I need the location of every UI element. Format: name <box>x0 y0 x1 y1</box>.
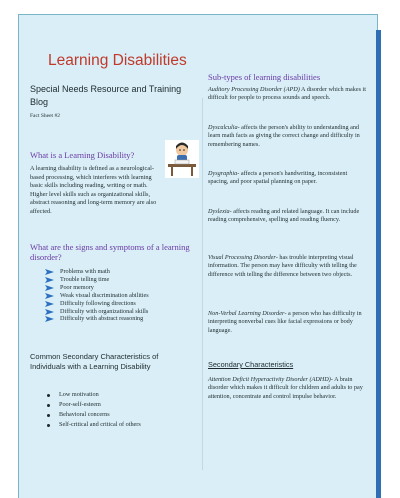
list-item: Problems with math <box>45 268 205 276</box>
subtype-apd <box>208 86 368 103</box>
subtype-dysgraphia <box>208 170 368 187</box>
signs-list <box>45 268 205 323</box>
subtype-visual-processing <box>208 254 368 279</box>
subtypes-heading: Sub-types of learning disabilities <box>208 72 321 82</box>
subtype-term: Visual Processing Disorder <box>208 254 276 261</box>
fact-sheet-number: Fact Sheet #2 <box>30 113 60 119</box>
common-heading: Common Secondary Characteristics of Individuals with a Learning Disability <box>30 352 159 371</box>
subtype-non-verbal <box>208 310 368 335</box>
list-item: Difficulty with organizational skills <box>45 308 205 316</box>
common-list <box>45 390 205 430</box>
list-item: Self-critical and critical of others <box>45 420 205 430</box>
subtype-term: Dyscalculia <box>208 124 238 131</box>
bullet-dot-icon <box>47 394 50 397</box>
page-title: Learning Disabilities <box>48 52 187 69</box>
subtype-desc: - has trouble interpreting visual information. The person may have difficulty with telling the difference with telling the difference between two objects. <box>208 254 357 278</box>
list-item: Difficulty following directions <box>45 300 205 308</box>
secondary-heading: Secondary Characteristics <box>208 360 294 369</box>
blog-name: Special Needs Resource and Training Blog <box>30 84 182 107</box>
list-item: Trouble telling time <box>45 276 205 284</box>
student-at-desk-icon <box>165 140 199 178</box>
list-item: Weak visual discrimination abilities <box>45 292 205 300</box>
list-item: Behavioral concerns <box>45 410 205 420</box>
list-item: Low motivation <box>45 390 205 400</box>
signs-heading: What are the signs and symptoms of a learning disorder? <box>30 242 190 262</box>
bullet-dot-icon <box>47 414 50 417</box>
subtype-desc: - affects the person's ability to understanding and learn math facts as giving the correct change and difficulty in remembering names. <box>208 124 360 148</box>
subtype-desc: - a person who has difficulty in interpreting nonverbal cues like facial expressions or body language. <box>208 310 362 334</box>
subtype-term: Dysgraphia <box>208 170 238 177</box>
secondary-desc: - A brain disorder which makes it difficult for children and adults to pay attention, concentrate and control impulse behavior. <box>208 376 363 400</box>
subtype-term: Non-Verbal Learning Disorder <box>208 310 285 317</box>
page-border-bar <box>376 30 381 498</box>
secondary-term: Attention Deficit Hyperactivity Disorder (ADHD) <box>208 376 331 383</box>
arrow-bullet-icon <box>45 309 54 315</box>
list-item: Poor memory <box>45 284 205 292</box>
arrow-bullet-icon <box>45 269 54 275</box>
arrow-bullet-icon <box>45 316 54 322</box>
bullet-dot-icon <box>47 404 50 407</box>
subtype-desc: - affects reading and related language. It can include reading comprehensive, spelling and reading fluency. <box>208 208 360 224</box>
list-item: Difficulty with abstract reasoning <box>45 315 205 323</box>
list-item: Poor-self-esteem <box>45 400 205 410</box>
subtype-dyslexia <box>208 208 368 225</box>
subtype-term: Auditory Processing Disorder (APD) <box>208 86 300 93</box>
bullet-dot-icon <box>47 424 50 427</box>
arrow-bullet-icon <box>45 277 54 283</box>
subtype-term: Dyslexia <box>208 208 230 215</box>
subtype-desc: - affects a person's handwriting, inconsistent spacing, and poor spatial planning on paper. <box>208 170 348 186</box>
secondary-adhd <box>208 376 368 401</box>
arrow-bullet-icon <box>45 293 54 299</box>
what-heading: What is a Learning Disability? <box>30 150 135 160</box>
arrow-bullet-icon <box>45 301 54 307</box>
subtype-desc: A disorder which makes it difficult for people to process sounds and speech. <box>208 86 366 102</box>
subtype-dyscalculia <box>208 124 368 149</box>
arrow-bullet-icon <box>45 285 54 291</box>
what-body: A learning disability is defined as a neurological-based processing, which interferes with learning basic skills including reading, writing or math. Higher level skills such as organizational skills, abstract reasoning and long-term memory are also affected. <box>30 165 157 215</box>
